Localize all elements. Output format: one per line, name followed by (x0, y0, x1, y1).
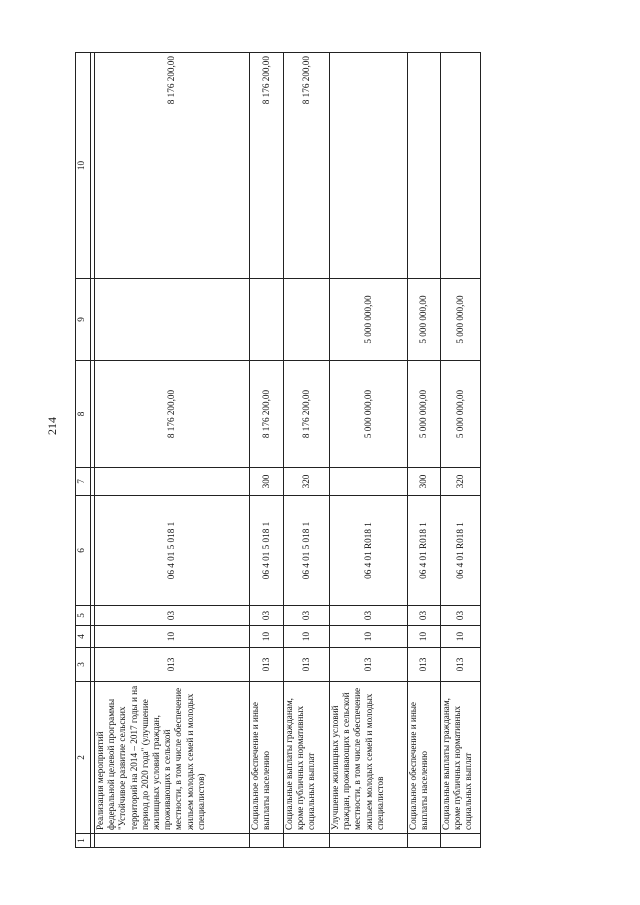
cell-amount-regional: 8 176 200,00 (284, 53, 330, 279)
cell-target-article: 06 4 01 5 018 1 (284, 496, 330, 606)
cell-section: 10 (284, 626, 330, 648)
row-description: Социальные выплаты гражданам, кроме публичных нормативных социальных выплат (441, 682, 481, 834)
cell-amount-regional: 8 176 200,00 (250, 53, 284, 279)
header-col-9: 9 (76, 279, 91, 361)
cell-target-article: 06 4 01 R018 1 (408, 496, 441, 606)
cell-ministry-code: 013 (95, 648, 250, 682)
cell-section: 10 (408, 626, 441, 648)
cell-subsection: 03 (284, 606, 330, 626)
cell-expense-type: 320 (284, 468, 330, 496)
cell-amount-regional (330, 53, 408, 279)
budget-table-rotated (75, 53, 474, 848)
cell-ministry-code: 013 (408, 648, 441, 682)
header-col-7: 7 (76, 468, 91, 496)
cell-amount-federal: 5 000 000,00 (441, 279, 481, 361)
page-number-area (40, 417, 70, 465)
header-col-3: 3 (76, 648, 91, 682)
cell-subsection: 03 (95, 606, 250, 626)
cell-section: 10 (95, 626, 250, 648)
cell-amount-total: 5 000 000,00 (408, 361, 441, 468)
cell-amount-federal: 5 000 000,00 (330, 279, 408, 361)
cell-amount-regional: 8 176 200,00 (95, 53, 250, 279)
cell-amount-federal: 5 000 000,00 (408, 279, 441, 361)
cell-ministry-code: 013 (250, 648, 284, 682)
cell-subsection: 03 (408, 606, 441, 626)
cell-amount-regional (441, 53, 481, 279)
cell-ministry-code: 013 (441, 648, 481, 682)
cell-subsection: 03 (250, 606, 284, 626)
cell-subsection: 03 (441, 606, 481, 626)
cell-target-article: 06 4 01 5 018 1 (250, 496, 284, 606)
cell-expense-type (330, 468, 408, 496)
table-row (284, 53, 330, 848)
cell-amount-total: 8 176 200,00 (284, 361, 330, 468)
header-col-8: 8 (76, 361, 91, 468)
page-number: 214 (45, 417, 59, 435)
header-col-2: 2 (76, 682, 91, 834)
row-description: Социальное обеспечение и иные выплаты населению (408, 682, 441, 834)
cell-target-article: 06 4 01 5 018 1 (95, 496, 250, 606)
budget-table (75, 52, 481, 848)
cell-ministry-code: 013 (330, 648, 408, 682)
cell-amount-total: 5 000 000,00 (330, 361, 408, 468)
cell-expense-type: 300 (408, 468, 441, 496)
cell-target-article: 06 4 01 R018 1 (441, 496, 481, 606)
cell-amount-total: 8 176 200,00 (95, 361, 250, 468)
cell-amount-federal (284, 279, 330, 361)
cell-ministry-code: 013 (284, 648, 330, 682)
cell-expense-type (95, 468, 250, 496)
cell-amount-total: 5 000 000,00 (441, 361, 481, 468)
cell-expense-type: 320 (441, 468, 481, 496)
cell-amount-federal (95, 279, 250, 361)
cell-section: 10 (250, 626, 284, 648)
cell-amount-federal (250, 279, 284, 361)
cell-expense-type: 300 (250, 468, 284, 496)
header-col-5: 5 (76, 606, 91, 626)
cell-target-article: 06 4 01 R018 1 (330, 496, 408, 606)
cell-section: 10 (330, 626, 408, 648)
header-row (76, 53, 91, 848)
row-description: Социальное обеспечение и иные выплаты населению (250, 682, 284, 834)
cell-section: 10 (441, 626, 481, 648)
row-description: Улучшение жилищных условий граждан, проживающих в сельской местности, в том числе обеспечение жильем молодых семей и молодых специалистов (330, 682, 408, 834)
table-row (408, 53, 441, 848)
cell-amount-total: 8 176 200,00 (250, 361, 284, 468)
cell-amount-regional (408, 53, 441, 279)
cell-subsection: 03 (330, 606, 408, 626)
header-col-6: 6 (76, 496, 91, 606)
table-row (250, 53, 284, 848)
table-row (330, 53, 408, 848)
row-description: Реализация мероприятий федеральной целевой программы "Устойчивое развитие сельских территорий на 2014 – 2017 годы и на период до 2020 года" (улучшение жилищных условий граждан, проживающих в сельской местности, в том числе обеспечение жильем молодых семей и молодых специалистов) (95, 682, 250, 834)
table-row (95, 53, 250, 848)
header-col-1: 1 (76, 834, 91, 848)
header-col-10: 10 (76, 53, 91, 279)
row-description: Социальные выплаты гражданам, кроме публичных нормативных социальных выплат (284, 682, 330, 834)
table-row (441, 53, 481, 848)
header-col-4: 4 (76, 626, 91, 648)
